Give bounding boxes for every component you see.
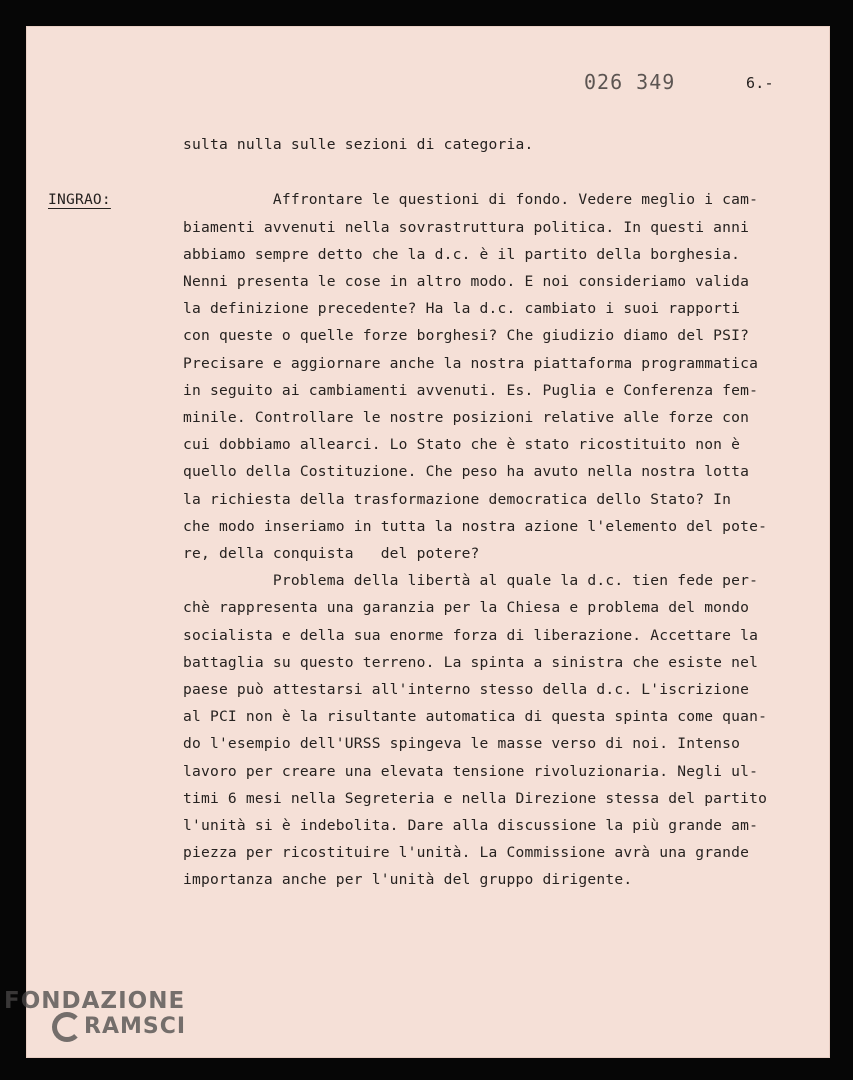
- text-line: la definizione precedente? Ha la d.c. cambiato i suoi rapporti: [183, 300, 741, 317]
- text-line: Affrontare le questioni di fondo. Vedere meglio i cam-: [183, 191, 759, 208]
- text-line: timi 6 mesi nella Segreteria e nella Direzione stessa del partito: [183, 790, 768, 807]
- text-line: piezza per ricostituire l'unità. La Commissione avrà una grande: [183, 844, 750, 861]
- text-line: minile. Controllare le nostre posizioni relative alle forze con: [183, 409, 750, 426]
- watermark-line2: RAMSCI: [84, 1014, 187, 1039]
- text-line: paese può attestarsi all'interno stesso della d.c. L'iscrizione: [183, 681, 750, 698]
- text-line: chè rappresenta una garanzia per la Chiesa e problema del mondo: [183, 599, 750, 616]
- text-line: quello della Costituzione. Che peso ha avuto nella nostra lotta: [183, 463, 750, 480]
- text-line: biamenti avvenuti nella sovrastruttura politica. In questi anni: [183, 219, 750, 236]
- page-number: 6.-: [746, 74, 774, 92]
- text-line: battaglia su questo terreno. La spinta a sinistra che esiste nel: [183, 654, 759, 671]
- archive-code: 026 349: [584, 70, 676, 94]
- text-line: re, della conquista del potere?: [183, 545, 480, 562]
- text-line: do l'esempio dell'URSS spingeva le masse verso di noi. Intenso: [183, 735, 741, 752]
- document-page: [26, 26, 830, 1058]
- text-line: Problema della libertà al quale la d.c. tien fede per-: [183, 572, 759, 589]
- text-line: che modo inseriamo in tutta la nostra azione l'elemento del pote-: [183, 518, 768, 535]
- text-line: lavoro per creare una elevata tensione rivoluzionaria. Negli ul-: [183, 763, 759, 780]
- text-line: in seguito ai cambiamenti avvenuti. Es. Puglia e Conferenza fem-: [183, 382, 759, 399]
- text-line: Precisare e aggiornare anche la nostra piattaforma programmatica: [183, 355, 759, 372]
- watermark-line1: FONDAZIONE: [4, 988, 186, 1014]
- text-line: la richiesta della trasformazione democratica dello Stato? In: [183, 491, 732, 508]
- text-line: socialista e della sua enorme forza di liberazione. Accettare la: [183, 627, 759, 644]
- text-line: abbiamo sempre detto che la d.c. è il partito della borghesia.: [183, 246, 741, 263]
- text-line: al PCI non è la risultante automatica di questa spinta come quan-: [183, 708, 768, 725]
- text-line: cui dobbiamo allearci. Lo Stato che è stato ricostituito non è: [183, 436, 741, 453]
- text-line: sulta nulla sulle sezioni di categoria.: [183, 136, 534, 153]
- text-line: con queste o quelle forze borghesi? Che giudizio diamo del PSI?: [183, 327, 750, 344]
- text-line: Nenni presenta le cose in altro modo. E noi consideriamo valida: [183, 273, 750, 290]
- speaker-label: INGRAO:: [48, 191, 111, 208]
- text-line: l'unità si è indebolita. Dare alla discussione la più grande am-: [183, 817, 759, 834]
- g-logo-icon: [52, 1012, 82, 1042]
- text-line: importanza anche per l'unità del gruppo dirigente.: [183, 871, 633, 888]
